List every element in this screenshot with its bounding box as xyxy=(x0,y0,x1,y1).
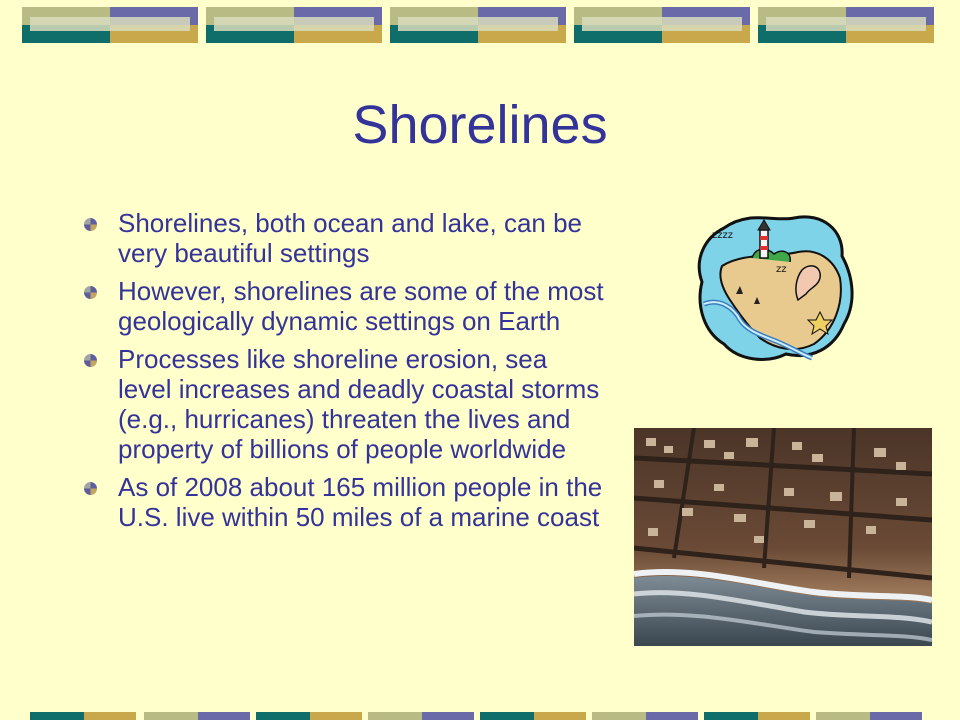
bullet-text: Processes like shoreline erosion, sea level increases and deadly coastal storms (e.g., hurricanes) threaten the lives and property of billions of people worldwide xyxy=(118,344,600,464)
banner-block xyxy=(390,7,566,43)
bullet-marker-icon xyxy=(84,482,97,495)
bullet-marker-icon xyxy=(84,354,97,367)
bullet-marker-icon xyxy=(84,218,97,231)
banner-block xyxy=(758,7,934,43)
svg-text:zz: zz xyxy=(776,264,787,275)
slide-title: Shorelines xyxy=(352,95,608,155)
bullet-text: However, shorelines are some of the most geologically dynamic settings on Earth xyxy=(118,276,604,336)
bullet-item xyxy=(84,472,604,532)
top-decorative-banner xyxy=(22,7,937,43)
bullet-marker-icon xyxy=(84,286,97,299)
svg-text:zzzz: zzzz xyxy=(712,230,733,241)
bullet-text: As of 2008 about 165 million people in the U.S. live within 50 miles of a marine coast xyxy=(118,472,603,532)
banner-block xyxy=(22,7,198,43)
bullet-item xyxy=(84,276,604,336)
banner-block xyxy=(574,7,750,43)
bottom-decorative-band xyxy=(30,712,930,720)
bullet-list xyxy=(84,208,604,540)
aerial-coastline-photo xyxy=(634,428,932,646)
island-lighthouse-clipart xyxy=(694,208,856,364)
banner-block xyxy=(206,7,382,43)
bullet-text: Shorelines, both ocean and lake, can be very beautiful settings xyxy=(118,208,583,268)
bullet-item xyxy=(84,208,604,268)
bullet-item xyxy=(84,344,604,464)
